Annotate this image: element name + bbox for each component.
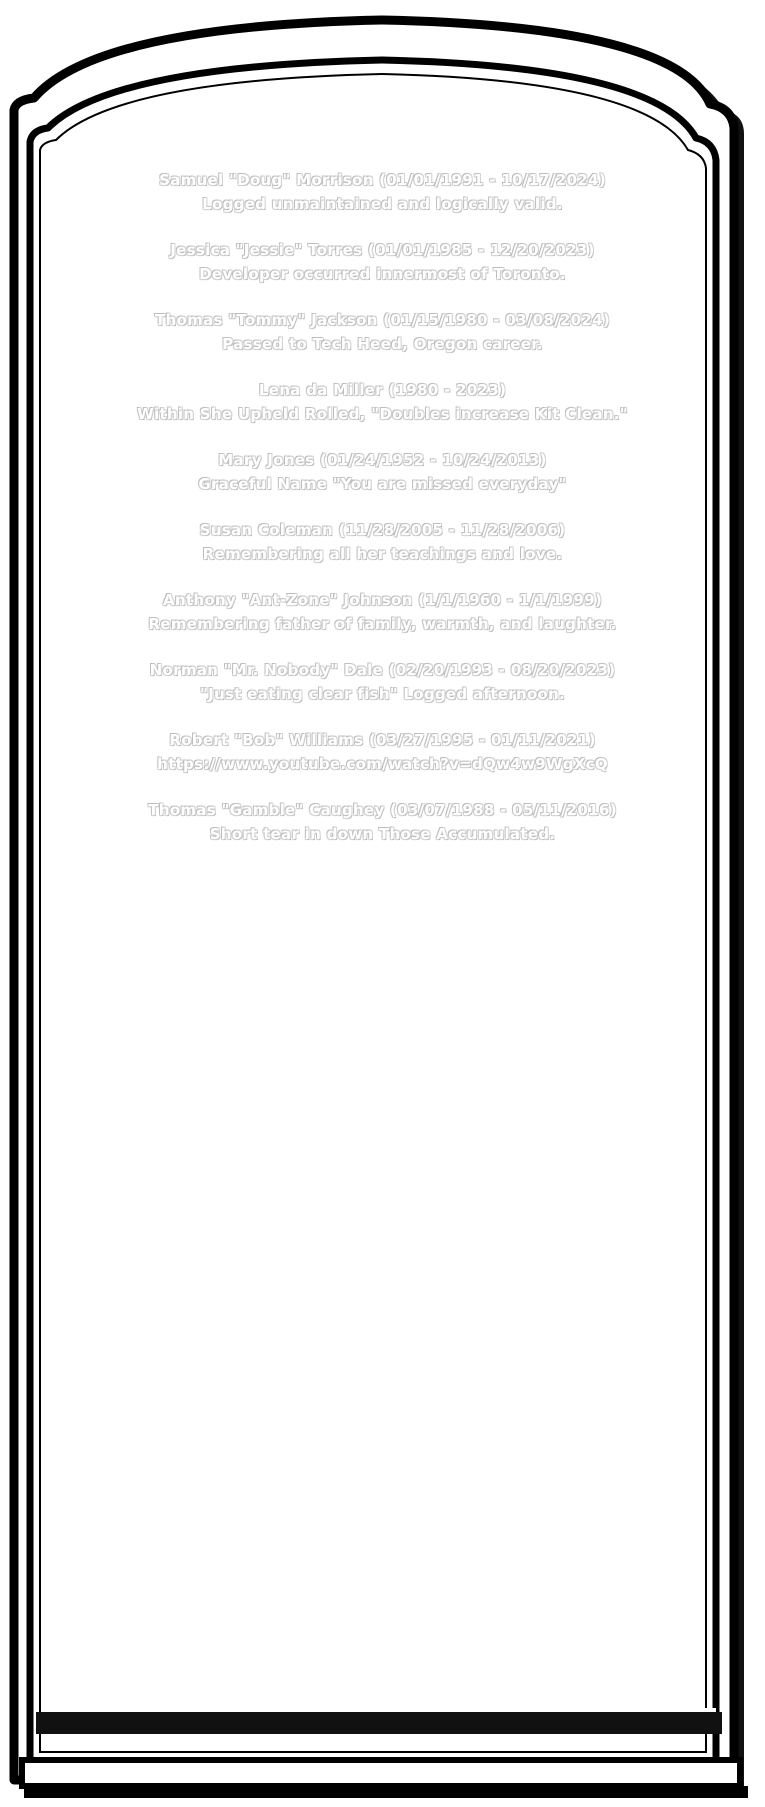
epitaph-entry bbox=[60, 588, 705, 636]
epitaph-entry bbox=[60, 728, 705, 776]
epitaph-name: Anthony "Ant-Zone" Johnson (1/1/1960 - 1/1/1999) bbox=[162, 591, 602, 609]
tombstone-base-highlight bbox=[42, 1708, 716, 1712]
epitaph-entry bbox=[60, 798, 705, 846]
epitaph-entry bbox=[60, 658, 705, 706]
epitaph-name: Thomas "Gamble" Caughey (03/07/1988 - 05/11/2016) bbox=[148, 801, 617, 819]
epitaph-entry bbox=[60, 308, 705, 356]
epitaph-name: Robert "Bob" Williams (03/27/1995 - 01/11/2021) bbox=[169, 731, 596, 749]
epitaph-entry bbox=[60, 518, 705, 566]
epitaph-description: "Just eating clear fish" Logged afternoon. bbox=[199, 685, 566, 703]
epitaph-description: Logged unmaintained and logically valid. bbox=[202, 195, 563, 213]
epitaph-description: Graceful Name "You are missed everyday" bbox=[198, 475, 567, 493]
epitaph-description: Passed to Tech Heed, Oregon career. bbox=[222, 335, 543, 353]
epitaph-description: Remembering father of family, warmth, and laughter. bbox=[148, 615, 617, 633]
epitaph-description: Within She Upheld Rolled, "Doubles increase Kit Clean." bbox=[137, 405, 628, 423]
epitaph-name: Lena da Miller (1980 - 2023) bbox=[258, 381, 507, 399]
epitaph-name: Jessica "Jessie" Torres (01/01/1985 - 12/20/2023) bbox=[170, 241, 595, 259]
epitaph-name: Mary Jones (01/24/1952 - 10/24/2013) bbox=[218, 451, 547, 469]
epitaph-description: Remembering all her teachings and love. bbox=[202, 545, 563, 563]
epitaph-description: https://www.youtube.com/watch?v=dQw4w9WgXcQ bbox=[157, 755, 608, 773]
epitaph-description: Developer occurred innermost of Toronto. bbox=[199, 265, 566, 283]
epitaph-description: Short tear in down Those Accumulated. bbox=[209, 825, 556, 843]
epitaph-name: Norman "Mr. Nobody" Dale (02/20/1993 - 08/20/2023) bbox=[149, 661, 616, 679]
epitaph-name: Samuel "Doug" Morrison (01/01/1991 - 10/17/2024) bbox=[159, 171, 606, 189]
tombstone-plinth bbox=[22, 1760, 740, 1786]
tombstone-plinth-shadow bbox=[24, 1786, 748, 1798]
tombstone-base-ledge bbox=[36, 1712, 722, 1734]
epitaph-name: Thomas "Tommy" Jackson (01/15/1980 - 03/08/2024) bbox=[155, 311, 610, 329]
epitaph-entry bbox=[60, 238, 705, 286]
epitaph-name: Susan Coleman (11/28/2005 - 11/28/2006) bbox=[199, 521, 566, 539]
epitaph-entry bbox=[60, 448, 705, 496]
epitaph-entry bbox=[60, 168, 705, 216]
epitaph-list bbox=[60, 168, 705, 868]
epitaph-entry bbox=[60, 378, 705, 426]
